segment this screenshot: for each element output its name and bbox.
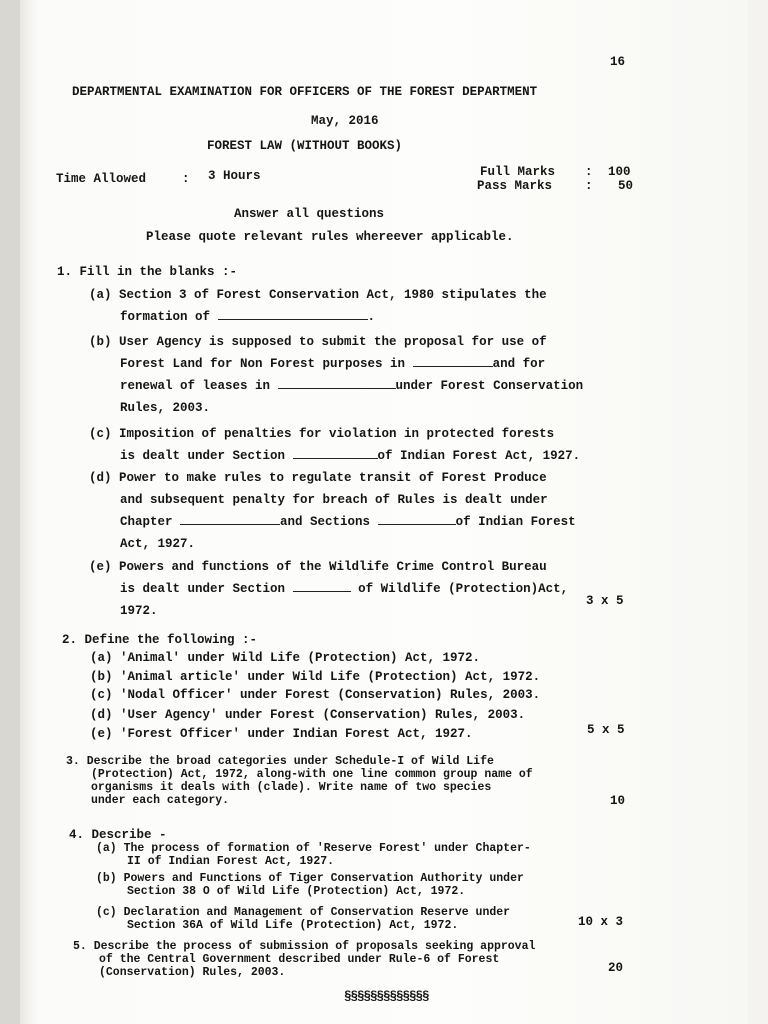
q1-a-text: formation of [120, 310, 211, 324]
q1-d-blank1 [180, 512, 280, 525]
q4-a-line2: II of Indian Forest Act, 1927. [127, 855, 335, 868]
time-allowed-colon: : [182, 172, 190, 186]
q1-b-line4: Rules, 2003. [120, 401, 211, 415]
q4-c-line1: (c) Declaration and Management of Conservation Reserve under [96, 906, 511, 919]
q5-line3: (Conservation) Rules, 2003. [99, 966, 286, 979]
full-marks-label: Full Marks [480, 165, 556, 179]
q1-marks: 3 x 5 [586, 594, 624, 608]
q1-b-text2: and for [492, 357, 546, 371]
q2-heading: 2. Define the following :- [62, 633, 258, 647]
q4-item-c [96, 906, 510, 932]
q3-line3: organisms it deals with (clade). Write name of two species [91, 781, 492, 794]
q1-b-blank1 [413, 354, 493, 367]
q2-marks: 5 x 5 [587, 723, 625, 737]
page-left-shadow [0, 0, 20, 1024]
q4-a-line1: (a) The process of formation of 'Reserve Forest' under Chapter- [96, 842, 531, 855]
pass-marks-colon: : [585, 179, 593, 193]
q1-b-text1: Forest Land for Non Forest purposes in [120, 357, 406, 371]
q3-line4: under each category. [91, 794, 230, 807]
instruction-quote-rules: Please quote relevant rules whereever applicable. [146, 230, 514, 244]
q1-d-text3: of Indian Forest [455, 515, 576, 529]
q1-b-line1: (b) User Agency is supposed to submit the proposal for use of [89, 335, 547, 349]
time-allowed-value: 3 Hours [208, 169, 261, 183]
q1-e-line1: (e) Powers and functions of the Wildlife Crime Control Bureau [89, 560, 547, 574]
q1-item-d [89, 467, 576, 555]
q5-text [73, 940, 535, 979]
q1-d-line4: Act, 1927. [120, 537, 196, 551]
q3-marks: 10 [610, 794, 626, 808]
q1-heading: 1. Fill in the blanks :- [57, 265, 238, 279]
q1-c-blank [293, 446, 378, 459]
q1-b-text4: under Forest Conservation [395, 379, 584, 393]
q3-text [66, 755, 533, 807]
q4-marks: 10 x 3 [578, 915, 624, 929]
q5-line1: 5. Describe the process of submission of proposals seeking approval [73, 940, 536, 953]
q1-c-line2 [89, 445, 580, 467]
q1-e-line2 [89, 578, 568, 600]
q4-item-b [96, 872, 524, 898]
q2-item-e: (e) 'Forest Officer' under Indian Forest Act, 1927. [90, 727, 473, 741]
pass-marks-value: 50 [618, 179, 634, 193]
exam-title: DEPARTMENTAL EXAMINATION FOR OFFICERS OF THE FOREST DEPARTMENT [72, 85, 538, 99]
exam-subject: FOREST LAW (WITHOUT BOOKS) [207, 139, 403, 153]
q1-d-line3 [89, 511, 576, 533]
q1-item-b [89, 331, 583, 419]
q4-c-line2: Section 36A of Wild Life (Protection) Act, 1972. [127, 919, 459, 932]
q4-heading: 4. Describe - [69, 828, 167, 842]
q1-a-blank [218, 307, 368, 320]
q3-line2: (Protection) Act, 1972, along-with one line common group name of [91, 768, 533, 781]
q3-line1: 3. Describe the broad categories under Schedule-I of Wild Life [66, 755, 494, 768]
q2-item-a: (a) 'Animal' under Wild Life (Protection) Act, 1972. [90, 651, 481, 665]
q1-e-text1: is dealt under Section [120, 582, 286, 596]
exam-date: May, 2016 [311, 114, 379, 128]
q1-b-text3: renewal of leases in [120, 379, 271, 393]
q1-e-blank [293, 579, 351, 592]
q1-item-a [89, 284, 547, 328]
end-of-paper-mark: §§§§§§§§§§§§§ [344, 990, 429, 1004]
q1-b-line3 [89, 375, 583, 397]
full-marks-value: 100 [608, 165, 631, 179]
q2-item-b: (b) 'Animal article' under Wild Life (Protection) Act, 1972. [90, 670, 541, 684]
q4-b-line1: (b) Powers and Functions of Tiger Conservation Authority under [96, 872, 524, 885]
q2-item-c: (c) 'Nodal Officer' under Forest (Conservation) Rules, 2003. [90, 688, 541, 702]
q2-item-d: (d) 'User Agency' under Forest (Conservation) Rules, 2003. [90, 708, 526, 722]
q5-line2: of the Central Government described under Rule-6 of Forest [99, 953, 500, 966]
q1-d-line1: (d) Power to make rules to regulate transit of Forest Produce [89, 471, 547, 485]
q1-a-line1: (a) Section 3 of Forest Conservation Act, 1980 stipulates the [89, 288, 547, 302]
q4-item-a [96, 842, 531, 868]
q1-d-text1: Chapter [120, 515, 173, 529]
q1-b-line2 [89, 353, 583, 375]
q1-e-text2: of Wildlife (Protection)Act, [358, 582, 569, 596]
q1-c-text1: is dealt under Section [120, 449, 286, 463]
q1-e-line3: 1972. [120, 604, 158, 618]
q1-a-end: . [367, 310, 376, 324]
pass-marks-label: Pass Marks [477, 179, 553, 193]
instruction-answer-all: Answer all questions [234, 207, 385, 221]
q1-item-e [89, 556, 568, 622]
full-marks-colon: : [585, 165, 593, 179]
q1-item-c [89, 423, 580, 467]
time-allowed-label: Time Allowed [56, 172, 147, 186]
q1-c-text2: of Indian Forest Act, 1927. [377, 449, 581, 463]
q5-marks: 20 [608, 961, 624, 975]
q1-d-blank2 [378, 512, 456, 525]
q1-b-blank2 [278, 376, 396, 389]
q1-a-line2 [89, 306, 547, 328]
q4-b-line2: Section 38 O of Wild Life (Protection) Act, 1972. [127, 885, 466, 898]
q1-d-text2: and Sections [280, 515, 371, 529]
q1-c-line1: (c) Imposition of penalties for violation in protected forests [89, 427, 555, 441]
page-number: 16 [610, 55, 626, 69]
q1-d-line2: and subsequent penalty for breach of Rules is dealt under [120, 493, 548, 507]
